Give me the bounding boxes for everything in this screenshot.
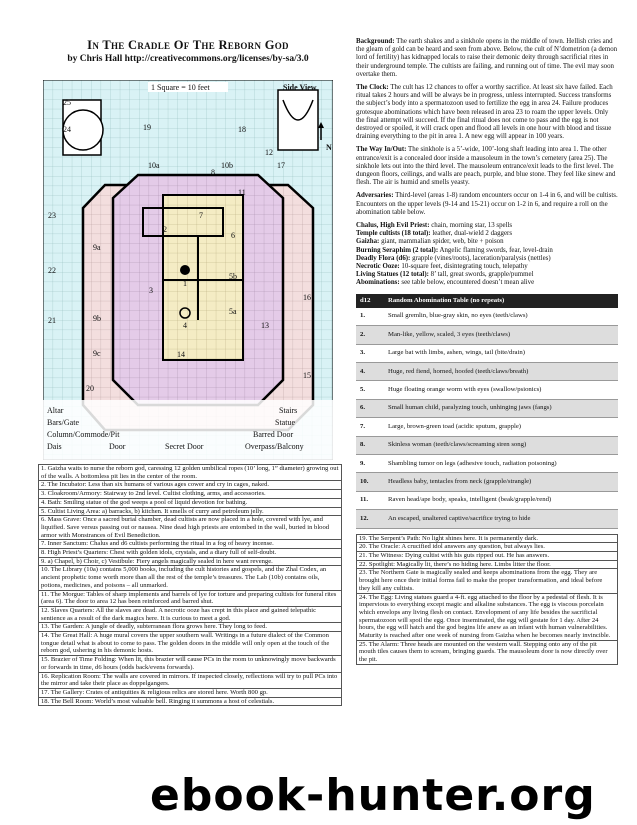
stat-cultists [356, 230, 618, 238]
room-22: 22. Spotlight: Magically lit, there’s no hiding here. Limbs litter the floor. [356, 560, 618, 569]
row-text: Skinless woman (teeth/claws/screaming siren song) [384, 436, 618, 454]
row-number: 2. [356, 326, 384, 344]
north-label: N [326, 143, 332, 152]
row-number: 4. [356, 363, 384, 381]
clock-section [356, 84, 618, 141]
room-label-25: 25 [63, 98, 71, 107]
room-label-24: 24 [63, 125, 71, 134]
room-label-9c: 9c [93, 349, 101, 358]
stat-ooze [356, 263, 618, 271]
room-20: 20. The Oracle: A crucified idol answers any question, but always lies. [356, 542, 618, 551]
table-header-row [356, 294, 618, 308]
side-view-label: Side View [283, 83, 317, 92]
room-label-12: 12 [265, 148, 273, 157]
room-16: 16. Replication Room: The walls are covered in mirrors. If inspected closely, reflections will try to pull PCs into the mirror and take their place as doppelgangers. [38, 672, 342, 688]
room-label-19: 19 [143, 123, 151, 132]
right-column [356, 38, 618, 665]
row-number: 9. [356, 455, 384, 473]
row-text: Headless baby, tentacles from neck (grapple/strangle) [384, 473, 618, 491]
room-label-1: 1 [183, 279, 187, 288]
room-19: 19. The Serpent’s Path: No light shines here. It is permanently dark. [356, 534, 618, 543]
room-label-20: 20 [86, 384, 94, 393]
stat-name: Temple cultists (18 total): [356, 230, 431, 238]
room-label-21: 21 [48, 316, 56, 325]
room-17: 17. The Gallery: Crates of antiquities & religious relics are stored here. Worth 800 gp. [38, 688, 342, 697]
room-label-2: 2 [163, 225, 167, 234]
background-text: The earth shakes and a sinkhole opens in the middle of town. Hellish cries and the gleam of gold can be heard and seen from above. Below, the cult of N’dometrion (a demon lord of fertility) has kidnapped locals to raise their demonic deity through sacrificial rites in their underground temple. The cultists are failing, and running out of time. The evil may soon overtake them. [356, 38, 618, 78]
row-number: 3. [356, 344, 384, 362]
clock-label: The Clock: [356, 84, 389, 92]
room-6: 6. Mass Grave: Once a sacred burial chamber, dead cultists are now placed in a hole, covered with lye, and liquified. Save versus passing out or nausea. Nine dead high priests are entombed in the wall, buried in blood armor with Monstrances of Evil Benediction. [38, 515, 342, 539]
room-2: 2. The Incubator: Less than six humans of various ages cower and cry in cages, naked. [38, 480, 342, 489]
room-label-23: 23 [48, 211, 56, 220]
background-section [356, 38, 618, 79]
room-label-17: 17 [277, 161, 285, 170]
room-key-right [356, 534, 618, 665]
row-text: Raven head/ape body, speaks, intelligent (beak/grapple/rend) [384, 491, 618, 509]
table-row [356, 455, 618, 473]
room-label-6: 6 [231, 231, 235, 240]
legend-secret-door: Secret Door [165, 442, 204, 451]
row-number: 6. [356, 399, 384, 417]
table-row [356, 418, 618, 436]
stat-block-list [356, 222, 618, 288]
stat-text: 8’ tall, great swords, grapple/pummel [430, 271, 534, 279]
legend-bars-gate: Bars/Gate [47, 418, 79, 427]
table-row [356, 399, 618, 417]
stat-text: 10-square feet, disintegrating touch, telepathy [401, 263, 528, 271]
room-label-9b: 9b [93, 314, 101, 323]
legend-overpass: Overpass/Balcony [245, 442, 304, 451]
adversaries-text: Third-level (areas 1-8) random encounters occur on 1-4 in 6, and will be cultists. Encounters on the upper levels (9-14 and 15-21) occur on 1-2 in 6, and require a roll on the abomination table below. [356, 192, 618, 216]
room-label-16: 16 [303, 293, 311, 302]
room-15: 15. Brazier of Time Folding: When lit, this brazier will cause PCs in the room to unknowingly move backwards or forwards in time, d6 hours (odds back/evens forwards). [38, 655, 342, 671]
row-number: 11. [356, 491, 384, 509]
stat-name: Abominations: [356, 279, 400, 287]
room-label-13: 13 [261, 321, 269, 330]
stat-name: Deadly Flora (d6): [356, 254, 411, 262]
room-9: 9. a) Chapel, b) Choir, c) Vestibule: Fiery angels magically sealed in here want revenge. [38, 557, 342, 566]
row-number: 8. [356, 436, 384, 454]
legend-stairs: Stairs [279, 406, 298, 415]
room-23: 23. The Northern Gate is magically sealed and keeps abominations from the egg. They are brought here once their initial forms fail to make the proper transformation, and ideal before they kill any cultists. [356, 568, 618, 592]
adversaries-label: Adversaries: [356, 192, 394, 200]
row-text: Large, brown-green toad (acidic sputum, grapple) [384, 418, 618, 436]
room-label-14: 14 [177, 350, 185, 359]
row-text: Small human child, paralyzing touch, unhinging jaws (fangs) [384, 399, 618, 417]
row-text: Large bat with limbs, ashen, wings, tail (bite/drain) [384, 344, 618, 362]
legend-statue: Statue [275, 418, 295, 427]
stat-text: see table below, encountered doesn’t mean alive [401, 279, 535, 287]
room-key-left [38, 464, 342, 706]
stat-name: Living Statues (12 total): [356, 271, 429, 279]
byline: by Chris Hall http://creativecommons.org/licenses/by-sa/3.0 [67, 54, 309, 64]
row-number: 7. [356, 418, 384, 436]
room-label-3: 3 [149, 286, 153, 295]
dungeon-map [43, 80, 333, 460]
table-header-d12: d12 [356, 294, 384, 308]
legend-door: Door [109, 442, 126, 451]
room-4: 4. Bath: Smiling statue of the god weeps a pool of liquid devotion for bathing. [38, 498, 342, 507]
room-3: 3. Cloakroom/Armory: Stairway to 2nd level. Cultist clothing, arms, and accessories. [38, 489, 342, 498]
stat-text: giant, mammalian spider, web, bite + poison [381, 238, 504, 246]
stat-gaizha [356, 238, 618, 246]
table-row [356, 308, 618, 326]
room-8: 8. High Priest’s Quarters: Chest with golden idols, crystals, and a diary full of self-doubt. [38, 548, 342, 557]
room-7: 7. Inner Sanctum: Chalus and d6 cultists performing the ritual in a fog of heavy incense. [38, 539, 342, 548]
room-21: 21. The Witness: Dying cultist with his guts ripped out. He has answers. [356, 551, 618, 560]
row-text: Man-like, yellow, scaled, 3 eyes (teeth/claws) [384, 326, 618, 344]
room-11: 11. The Morgue: Tables of sharp implements and barrels of lye for torture and preparing cultists for funeral rites (area 6). The door to area 12 has been reinforced and barred shut. [38, 590, 342, 606]
room-label-10b: 10b [221, 161, 233, 170]
table-row [356, 326, 618, 344]
room-12: 12. Slaves Quarters: All the slaves are dead. A necrotic ooze has crept in this place and gained telepathic sentience as a result of the dark magics here. It is curious to meet a god. [38, 606, 342, 622]
room-24: 24. The Egg: Living statues guard a 4-ft. egg attached to the floor by a pedestal of flesh. It is impervious to everything except magic and alkaline substances. The egg is viscous porcelain which envelops any living flesh on contact. Envelopment of any life besides the sacrificial spermatozoon will spoil the egg. Once inseminated, the egg will gestate for 1 day. After 24 hours, the egg will hatch and the god begins life anew as an infant with human vulnerabilities. Maturity is reached after one week of nursing from Gaizha when he becomes nearly invincible. [356, 593, 618, 640]
room-label-22: 22 [48, 266, 56, 275]
stat-abominations [356, 279, 618, 287]
table-row [356, 473, 618, 491]
way-label: The Way In/Out: [356, 146, 407, 154]
stat-name: Chalus, High Evil Priest: [356, 222, 430, 230]
watermark: ebook-hunter.org [150, 770, 596, 821]
room-14: 14. The Great Hall: A huge mural covers the upper southern wall. Writings in a future dialect of the Common tongue detail what is about to come to pass. The golden doors in the middle will only open at the touch of the reborn god, ushering in his demonic hosts. [38, 631, 342, 655]
room-label-8: 8 [211, 168, 215, 177]
room-label-5a: 5a [229, 307, 237, 316]
row-number: 1. [356, 308, 384, 326]
table-row [356, 510, 618, 528]
table-row [356, 436, 618, 454]
room-label-7: 7 [199, 211, 203, 220]
stat-seraphim [356, 247, 618, 255]
clock-text: The cult has 12 chances to offer a worthy sacrifice. At least six have failed. Each ritual takes 2 hours and will be always be in progress, unless interrupted. Success transforms the subject’s body into a spermatozoon used to fertilize the egg in area 24. Failure produces grotesque abominations which have been released in area 23 to roam the upper levels. Only the final attempt will succeed. If the final ritual does not come to pass and the egg is not destroyed or spoiled, it will crack open and flood all levels in one hour with blood and tissue draining everything to the pit in area 1. A new egg will appear in 100 years. [356, 84, 613, 141]
abomination-table [356, 294, 618, 529]
room-label-15: 15 [303, 371, 311, 380]
stat-text: Angelic flaming swords, fear, level-drain [439, 246, 553, 254]
table-row [356, 344, 618, 362]
way-section [356, 146, 618, 187]
room-5: 5. Cultist Living Area: a) barracks, b) kitchen. It smells of curry and petroleum jelly. [38, 507, 342, 516]
row-text: An escaped, unaltered captive/sacrifice trying to hide [384, 510, 618, 528]
row-text: Huge floating orange worm with eyes (swallow/psionics) [384, 381, 618, 399]
stat-text: leather, dual-wield 2 daggers [432, 230, 513, 238]
stat-flora [356, 255, 618, 263]
room-1: 1. Gaizha waits to nurse the reborn god, caressing 12 golden umbilical ropes (10’ long, 1” diameter) growing out of the walls. A bottomless pit lies in the center of the room. [38, 464, 342, 480]
row-number: 12. [356, 510, 384, 528]
room-label-9a: 9a [93, 243, 101, 252]
room-label-5b: 5b [229, 272, 237, 281]
stat-text: grapple (vines/roots), laceration/paralysis (nettles) [412, 254, 551, 262]
table-row [356, 491, 618, 509]
stat-chalus [356, 222, 618, 230]
row-text: Shambling tumor on legs (adhesive touch, radiation poisoning) [384, 455, 618, 473]
stat-text: chain, morning star, 13 spells [431, 222, 513, 230]
stat-name: Gaizha: [356, 238, 380, 246]
room-18: 18. The Bell Room: World’s most valuable bell. Ringing it summons a host of celestials. [38, 697, 342, 707]
stat-name: Burning Seraphim (2 total): [356, 246, 439, 254]
legend-dais: Dais [47, 442, 62, 451]
table-row [356, 363, 618, 381]
row-number: 10. [356, 473, 384, 491]
legend-barred-door: Barred Door [253, 430, 294, 439]
background-label: Background: [356, 38, 395, 45]
room-10: 10. The Library (10a) contains 5,000 books, including the cult histories and gospels, and the Zhal Codex, an ancient prophetic tome worth more than all the rest of the temple’s treasures. The Lab (10b) contains oils, potions, medicines, and poisons – all unmarked. [38, 565, 342, 589]
table-header-title: Random Abomination Table (no repeats) [384, 294, 618, 308]
page-title: In The Cradle Of The Reborn God [87, 38, 289, 52]
way-text: The sinkhole is a 5’-wide, 100’-long shaft leading into area 1. The other entrance/exit is a concealed door inside a mausoleum in the town’s cemetery (area 25). The sinkhole lets out into the third level. The mausoleum entrance/exit leads to the first level. The dungeon floors, ceilings, and walls are peach, purple, and blue stone. They feel like sinew and flesh. The air is humid and smells yeasty. [356, 146, 616, 187]
scale-label: 1 Square = 10 feet [151, 83, 210, 92]
row-number: 5. [356, 381, 384, 399]
stat-name: Necrotic Ooze: [356, 263, 400, 271]
stat-statues [356, 271, 618, 279]
room-25: 25. The Alarm: Three heads are mounted on the western wall. Stepping onto any of the pit mouth tiles causes them to scream, bringing guards. The mausoleum door is now directly over the pit. [356, 640, 618, 665]
room-label-18: 18 [238, 125, 246, 134]
legend-column: Column/Commode/Pit [47, 430, 120, 439]
row-text: Huge, red fiend, horned, hoofed (teeth/claws/breath) [384, 363, 618, 381]
row-text: Small gremlin, blue-gray skin, no eyes (teeth/claws) [384, 308, 618, 326]
room-label-10a: 10a [148, 161, 160, 170]
room-13: 13. The Garden: A jungle of deadly, subterranean flora grows here. They long to feed. [38, 622, 342, 631]
room-label-4: 4 [183, 321, 187, 330]
adversaries-section [356, 192, 618, 217]
room-label-11: 11 [238, 188, 246, 197]
legend-altar: Altar [47, 406, 64, 415]
table-row [356, 381, 618, 399]
